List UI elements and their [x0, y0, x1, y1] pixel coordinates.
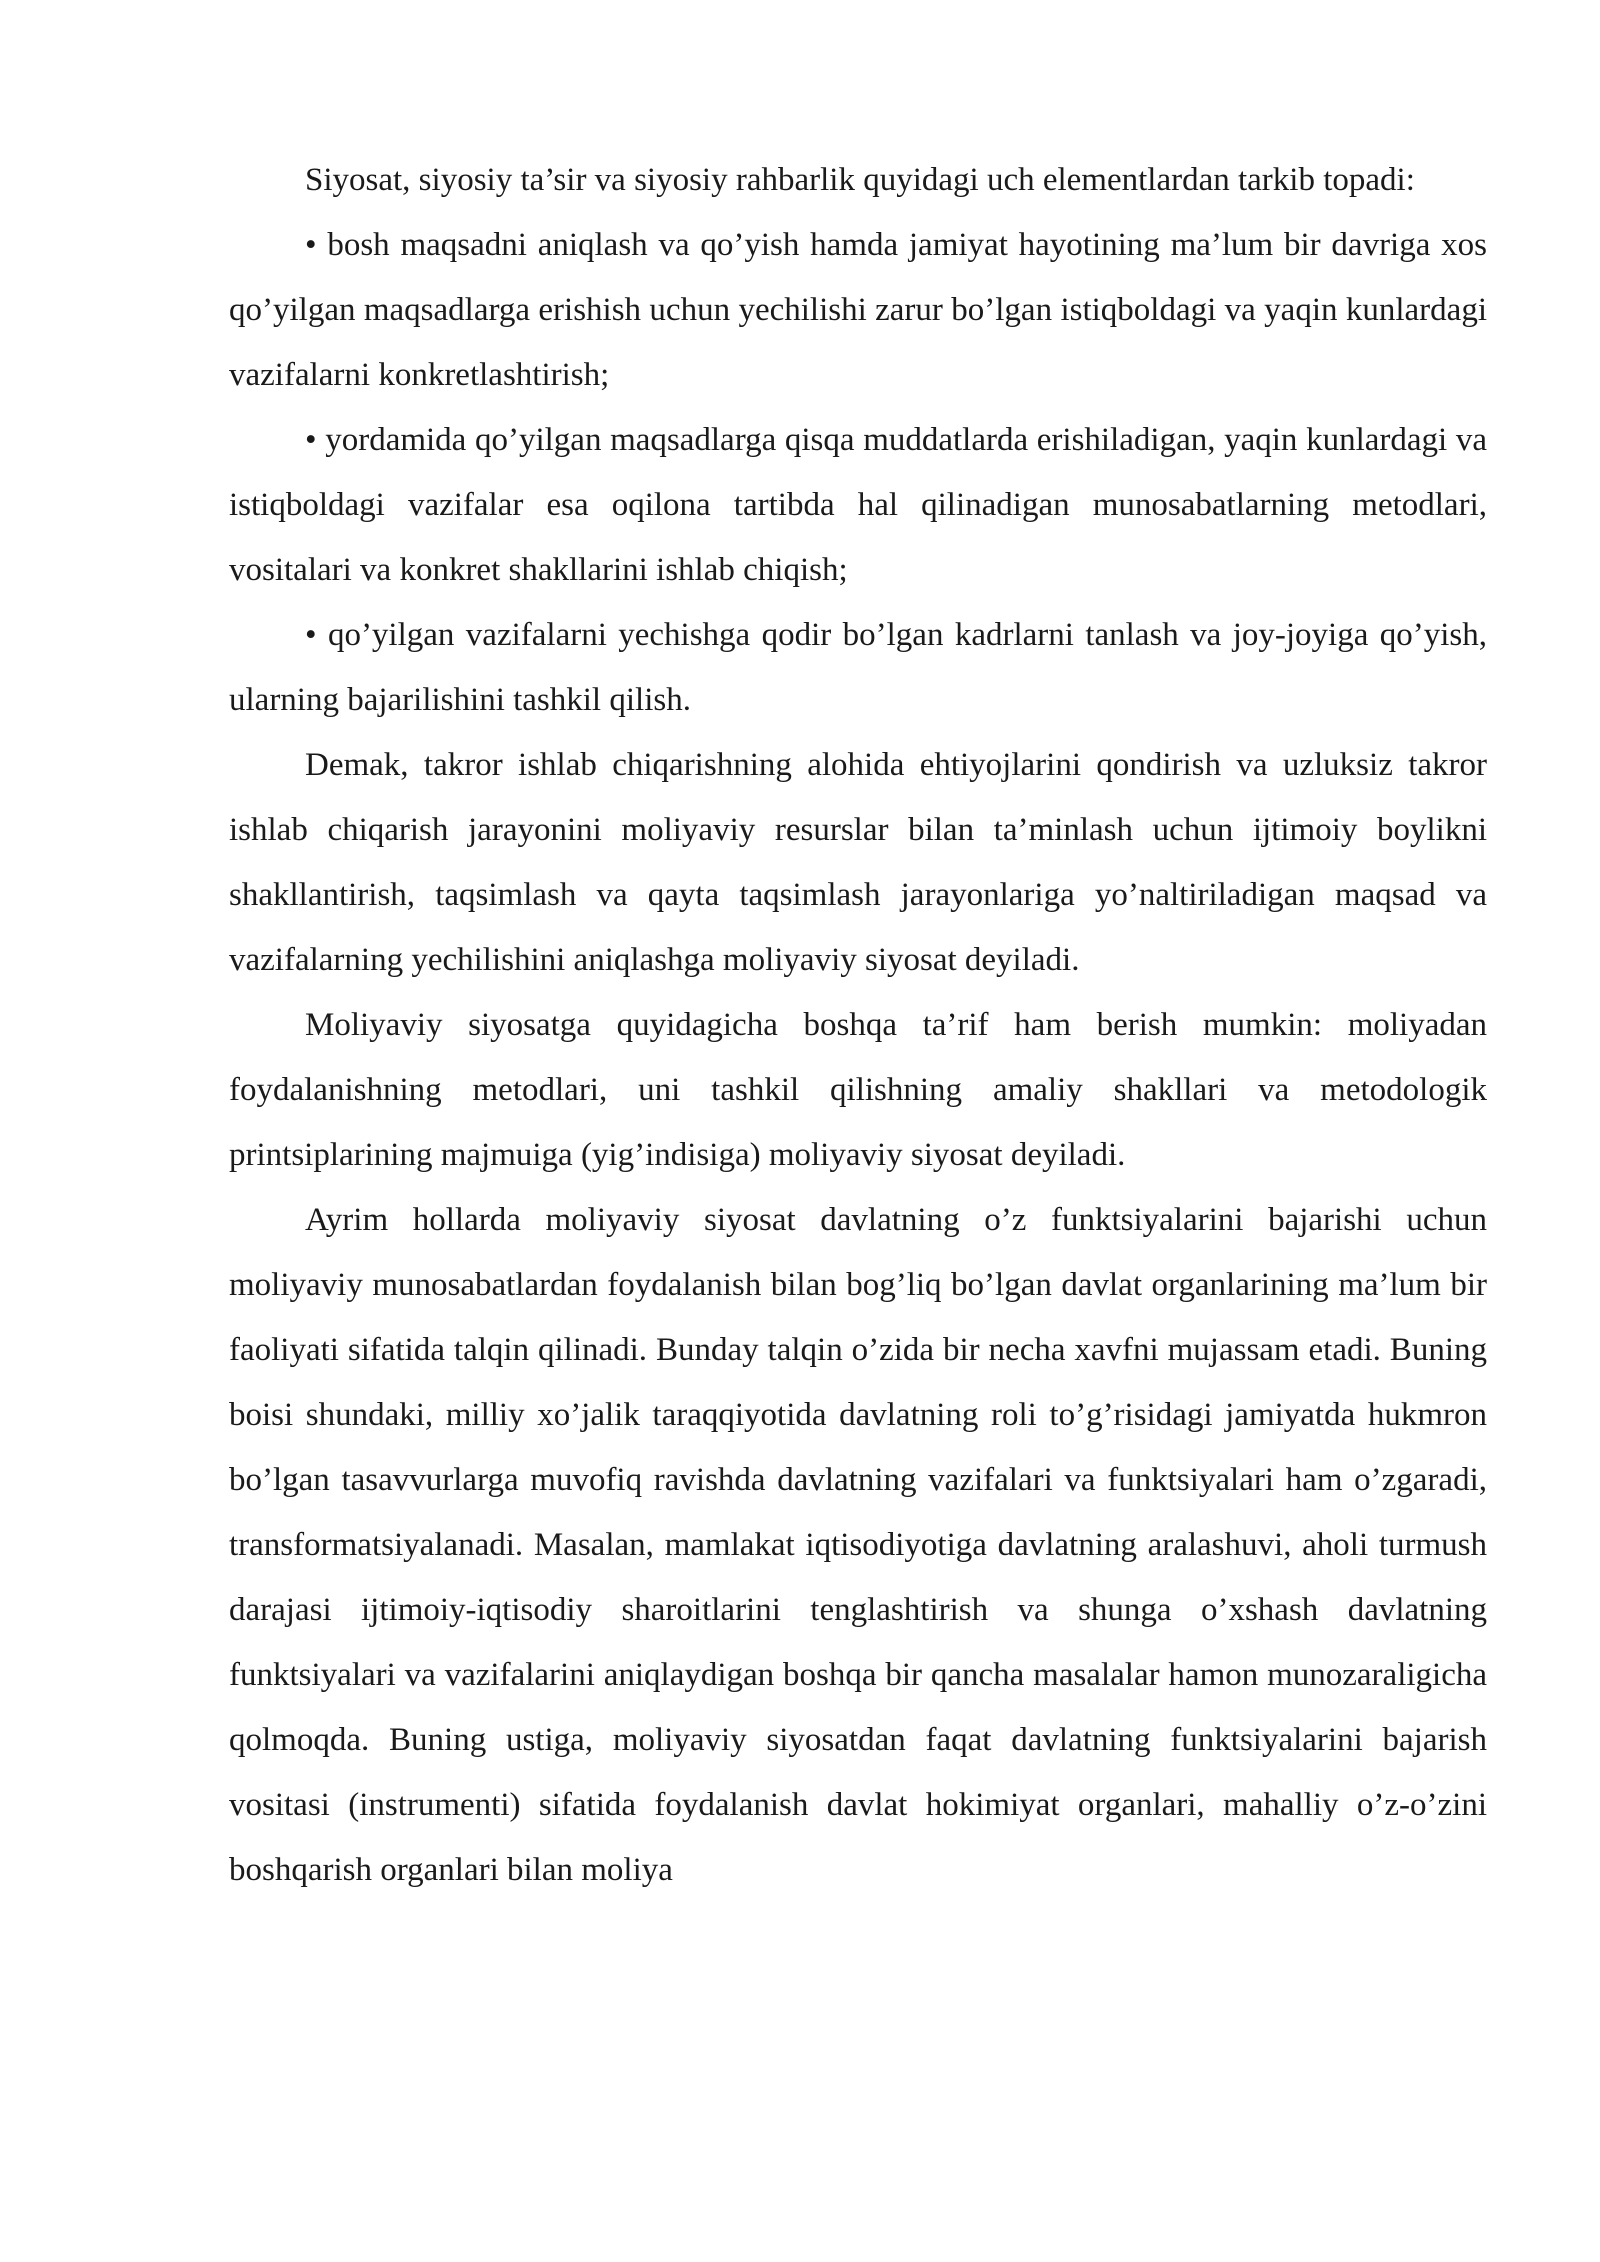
paragraph-political-elements-intro: Siyosat, siyosiy ta’sir va siyosiy rahbarlik quyidagi uch elementlardan tarkib topadi:: [305, 162, 1415, 198]
paragraph-alternative-definition: Moliyaviy siyosatga quyidagicha boshqa ta’rif ham berish mumkin: moliyadan foydalanishning metodlari, uni tashkil qilishning amaliy shakllari va metodologik printsiplarining majmuiga (yig’indisiga) moliyaviy siyosat deyiladi.: [229, 1007, 1487, 1173]
document-body: [229, 148, 1487, 1903]
paragraph-financial-policy-definition: Demak, takror ishlab chiqarishning alohida ehtiyojlarini qondirish va uzluksiz takror ishlab chiqarish jarayonini moliyaviy resurslar bilan ta’minlash uchun ijtimoiy boylikni shakllantirish, taqsimlash va qayta taqsimlash jarayonlariga yo’naltiriladigan maqsad va vazifalarning yechilishini aniqlashga moliyaviy siyosat deyiladi.: [229, 747, 1487, 978]
paragraph-state-functions: Ayrim hollarda moliyaviy siyosat davlatning o’z funktsiyalarini bajarishi uchun moliyaviy munosabatlardan foydalanish bilan bog’liq bo’lgan davlat organlarining ma’lum bir faoliyati sifatida talqin qilinadi. Bunday talqin o’zida bir necha xavfni mujassam etadi. Buning boisi shundaki, milliy xo’jalik taraqqiyotida davlatning roli to’g’risidagi jamiyatda hukmron bo’lgan tasavvurlarga muvofiq ravishda davlatning vazifalari va funktsiyalari ham o’zgaradi, transformatsiyalanadi. Masalan, mamlakat iqtisodiyotiga davlatning aralashuvi, aholi turmush darajasi ijtimoiy-iqtisodiy sharoitlarini tenglashtirish va shunga o’xshash davlatning funktsiyalari va vazifalarini aniqlaydigan boshqa bir qancha masalalar hamon munozaraligicha qolmoqda. Buning ustiga, moliyaviy siyosatdan faqat davlatning funktsiyalarini bajarish vositasi (instrumenti) sifatida foydalanish davlat hokimiyat organlari, mahalliy o’z-o’zini boshqarish organlari bilan moliya: [229, 1202, 1487, 1888]
paragraph-bullet-methods: • yordamida qo’yilgan maqsadlarga qisqa muddatlarda erishiladigan, yaqin kunlardagi va istiqboldagi vazifalar esa oqilona tartibda hal qilinadigan munosabatlarning metodlari, vositalari va konkret shakllarini ishlab chiqish;: [229, 422, 1487, 588]
paragraph-bullet-goal-setting: • bosh maqsadni aniqlash va qo’yish hamda jamiyat hayotining ma’lum bir davriga xos qo’yilgan maqsadlarga erishish uchun yechilishi zarur bo’lgan istiqboldagi va yaqin kunlardagi vazifalarni konkretlashtirish;: [229, 227, 1487, 393]
paragraph-bullet-personnel: • qo’yilgan vazifalarni yechishga qodir bo’lgan kadrlarni tanlash va joy-joyiga qo’yish, ularning bajarilishini tashkil qilish.: [229, 617, 1487, 718]
